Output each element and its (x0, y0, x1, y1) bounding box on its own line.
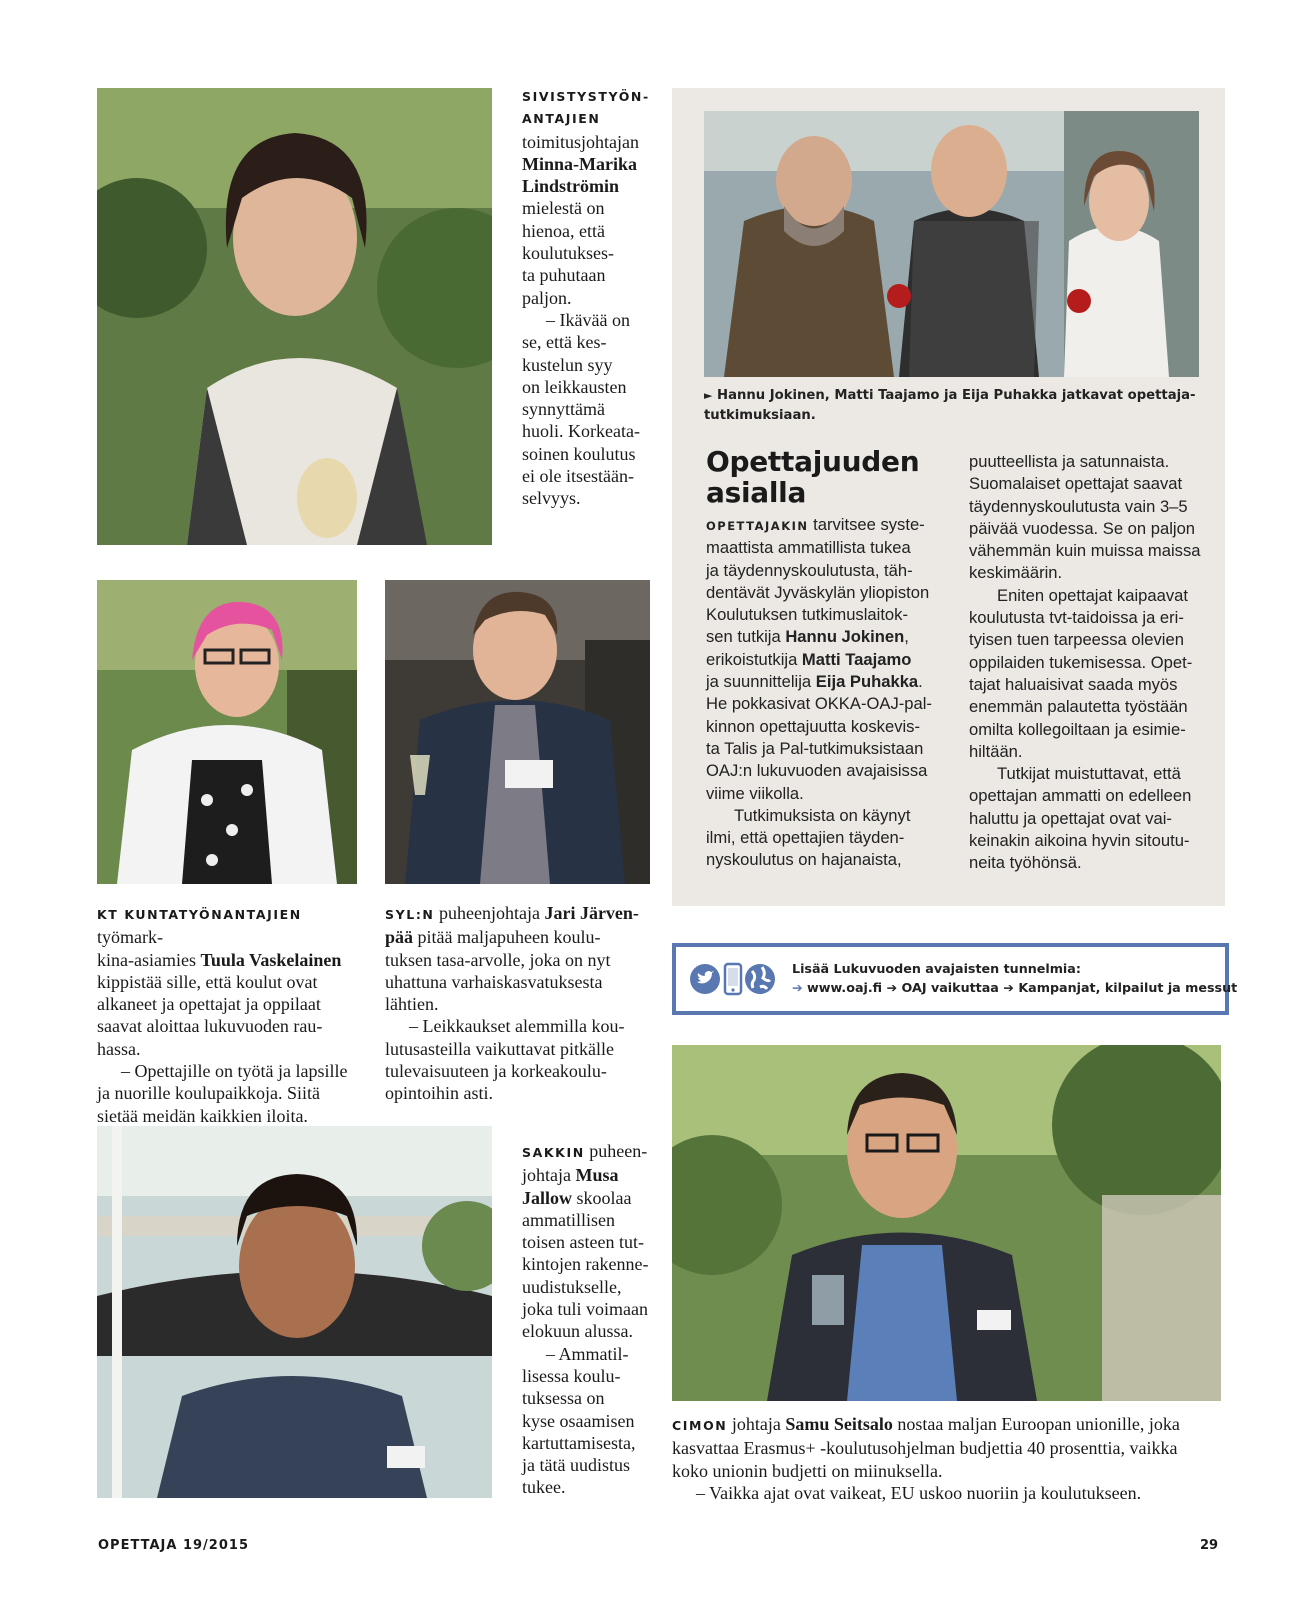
quote-line: ja tätä uudistus (522, 1455, 630, 1476)
arrow-right-icon: ➔ (886, 980, 898, 995)
photo-lindstrom (97, 88, 492, 545)
vaskelainen-kicker: KT KUNTATYÖNANTAJIEN (97, 907, 302, 922)
quote-line: opintoihin asti. (385, 1083, 493, 1104)
jallow-kicker: SAKKIN (522, 1145, 585, 1160)
article-line: vähemmän kuin muissa maissa (969, 541, 1201, 561)
article-line: täydennyskoulutusta vain 3–5 (969, 496, 1188, 516)
quote-line: – Vaikka ajat ovat vaikeat, EU uskoo nuoriin ja koulutukseen. (696, 1482, 1142, 1503)
article-line: erikoistutkija (706, 649, 802, 669)
caption-line: nostaa maljan Euroopan unionille, joka (892, 1414, 1180, 1434)
page-number: 29 (1200, 1538, 1219, 1553)
quote-line: ja nuorille koulupaikkoja. Siitä (97, 1083, 320, 1104)
lindstrom-quote-line: kustelun syy (522, 354, 613, 375)
photo-jallow (97, 1126, 492, 1498)
person-name: Hannu Jokinen (785, 627, 905, 647)
caption-line: kasvattaa Erasmus+ -koulutusohjelman budjettia 40 prosenttia, vaikka (672, 1438, 1178, 1459)
article-line: tyisen tuen tarpeessa olevien (969, 630, 1184, 650)
lindstrom-quote-line: – Ikävää on (546, 309, 630, 330)
lindstrom-kicker-1: SIVISTYSTYÖN- (522, 89, 650, 104)
lindstrom-quote-line: soinen koulutus (522, 443, 636, 464)
photo-seitsalo (672, 1045, 1221, 1401)
photo-jarvenpaa (385, 580, 650, 884)
article-line: OAJ:n lukuvuoden avajaisissa (706, 761, 928, 781)
article-line: koulutusta tvt-taidoissa ja eri- (969, 608, 1184, 628)
person-name: Eija Puhakka (815, 672, 919, 692)
caption-line: tuksen tasa-arvolle, joka on nyt (385, 949, 611, 970)
caption-line: hassa. (97, 1038, 141, 1059)
article-line: kinnon opettajuutta koskevis- (706, 716, 921, 736)
link-kampanjat[interactable]: Kampanjat, kilpailut ja messut (1013, 980, 1238, 995)
jarvenpaa-kicker: SYL:N (385, 907, 435, 922)
person-name: Samu Seitsalo (785, 1414, 893, 1434)
social-icons (690, 961, 776, 997)
article-line: tarvitsee syste- (808, 515, 925, 534)
caption-line: ammatillisen (522, 1209, 615, 1230)
arrow-right-icon: ➔ (1003, 980, 1014, 995)
quote-line: – Leikkaukset alemmilla kou- (409, 1016, 625, 1037)
article-line: maattista ammatillista tukea (706, 538, 911, 558)
article-column-1 (706, 514, 951, 872)
caption-line: johtaja (727, 1414, 786, 1434)
quote-line: – Ammatil- (546, 1343, 629, 1364)
article-line: neita työhönsä. (969, 853, 1082, 873)
caption-line: kippistää sille, että koulut ovat (97, 971, 318, 992)
more-info-box[interactable] (672, 943, 1238, 1015)
quote-line: sietää meidän kaikkien iloita. (97, 1105, 308, 1126)
lindstrom-quote-line: se, että kes- (522, 332, 607, 353)
article-line: viime viikolla. (706, 783, 804, 803)
lindstrom-line: mielestä on (522, 198, 605, 219)
group-caption-line: tutkimuksiaan. (704, 408, 816, 423)
article-line: enemmän palautetta työstään (969, 697, 1188, 717)
caption-line: elokuun alussa. (522, 1321, 633, 1342)
article-line: ta Talis ja Pal-tutkimuksistaan (706, 738, 924, 758)
lindstrom-name-2: Lindströmin (522, 176, 620, 197)
caption-line: kina-asiamies (97, 949, 201, 970)
vaskelainen-caption (97, 902, 372, 1127)
headline-line-2: asialla (706, 476, 807, 509)
caption-line: uhattuna varhaiskasvatuksesta (385, 971, 603, 992)
headline-line-1: Opettajuuden (706, 445, 920, 478)
quote-line: – Opettajille on työtä ja lapsille (121, 1061, 348, 1082)
article-line: puutteellista ja satunnaista. (969, 452, 1170, 471)
caption-line: kintojen rakenne- (522, 1254, 649, 1275)
person-name: pää (385, 927, 414, 948)
article-line: päivää vuodessa. Se on paljon (969, 518, 1196, 538)
caption-line: koko unionin budjetti on miinuksella. (672, 1460, 943, 1481)
magazine-issue: OPETTAJA 19/2015 (98, 1538, 249, 1553)
group-caption-line: Hannu Jokinen, Matti Taajamo ja Eija Puhakka jatkavat opettaja- (712, 388, 1196, 403)
lindstrom-quote-line: huoli. Korkeata- (522, 421, 640, 442)
article-line: sen tutkija (706, 627, 786, 647)
mobile-icon (725, 964, 741, 994)
lindstrom-line: paljon. (522, 287, 572, 308)
globe-icon (745, 964, 775, 994)
article-line: He pokkasivat OKKA-OAJ-pal- (706, 694, 932, 714)
quote-line: tukee. (522, 1477, 566, 1498)
person-name: Matti Taajamo (801, 649, 912, 669)
article-line: Eniten opettajat kaipaavat (997, 585, 1188, 605)
article-line: ja suunnittelija (706, 672, 816, 692)
article-line: keskimäärin. (969, 563, 1063, 583)
quote-line: lutusasteilla vaikuttavat pitkälle (385, 1038, 614, 1059)
article-line: Tutkimuksista on käynyt (734, 805, 911, 825)
lindstrom-line: toimitusjohtajan (522, 131, 639, 152)
caption-line: lähtien. (385, 994, 439, 1015)
lindstrom-line: ta puhutaan (522, 265, 606, 286)
article-headline (706, 446, 946, 508)
article-line: ja täydennyskoulutusta, täh- (706, 560, 913, 580)
caption-line: toisen asteen tut- (522, 1232, 644, 1253)
article-line: tajat haluaisivat saada myös (969, 674, 1178, 694)
article-line: Koulutuksen tutkimuslaitok- (706, 605, 908, 625)
caption-line: skoolaa (572, 1187, 632, 1208)
article-line: ilmi, että opettajien täyden- (706, 828, 905, 848)
article-line: hiltään. (969, 741, 1023, 761)
seitsalo-kicker: CIMON (672, 1418, 728, 1433)
article-column-2 (969, 451, 1214, 875)
group-photo-caption (704, 386, 1204, 426)
person-name: Jallow (522, 1187, 573, 1208)
lindstrom-line: hienoa, että (522, 220, 605, 241)
caption-line: pitää maljapuheen koulu- (413, 927, 601, 948)
lindstrom-caption (522, 86, 657, 510)
person-name: Tuula Vaskelainen (200, 949, 342, 970)
article-line: oppilaiden tukemisessa. Opet- (969, 652, 1193, 672)
article-line: dentävät Jyväskylän yliopiston (706, 582, 930, 602)
more-info-text (792, 959, 1237, 997)
caption-line: alkaneet ja opettajat ja oppilaat (97, 994, 321, 1015)
arrow-right-icon: ➔ (792, 980, 803, 995)
caption-line: uudistukselle, (522, 1276, 622, 1297)
link-oaj-vaikuttaa[interactable]: OAJ vaikuttaa (897, 980, 1004, 995)
article-line: Tutkijat muistuttavat, että (997, 764, 1181, 784)
lindstrom-quote-line: synnyttämä (522, 399, 605, 420)
article-line: keinakin aikoina hyvin sitoutu- (969, 831, 1190, 851)
jarvenpaa-caption (385, 902, 655, 1105)
seitsalo-caption (672, 1413, 1232, 1504)
lindstrom-line: koulutukses- (522, 243, 614, 264)
caption-line: johtaja (522, 1165, 576, 1186)
article-line: omilta kollegoiltaan ja esimie- (969, 719, 1186, 739)
quote-line: tuksessa on (522, 1388, 605, 1409)
article-line: . (918, 672, 923, 692)
article-line: , (904, 627, 909, 647)
lindstrom-quote-line: on leikkausten (522, 376, 627, 397)
lindstrom-name-1: Minna-Marika (522, 153, 637, 174)
article-line: Suomalaiset opettajat saavat (969, 474, 1183, 494)
caption-line: puheenjohtaja (434, 903, 545, 923)
quote-line: lisessa koulu- (522, 1365, 621, 1386)
lindstrom-quote-line: selvyys. (522, 488, 581, 509)
quote-line: kartuttamisesta, (522, 1432, 636, 1453)
twitter-icon (690, 964, 720, 994)
quote-line: tulevaisuuteen ja korkeakoulu- (385, 1061, 607, 1082)
person-name: Musa (575, 1165, 619, 1186)
more-info-title: Lisää Lukuvuoden avajaisten tunnelmia: (792, 961, 1081, 976)
quote-line: kyse osaamisen (522, 1410, 635, 1431)
caption-line: saavat aloittaa lukuvuoden rau- (97, 1016, 323, 1037)
lindstrom-quote-line: ei ole itsestään- (522, 466, 634, 487)
caption-line: puheen- (584, 1141, 648, 1161)
caption-line: joka tuli voimaan (522, 1299, 648, 1320)
caption-line: työmark- (97, 927, 163, 948)
article-line: nyskoulutus on hajanaista, (706, 850, 902, 870)
article-line: opettajan ammatti on edelleen (969, 786, 1192, 806)
jallow-caption (522, 1140, 657, 1499)
photo-group (704, 111, 1199, 377)
lindstrom-kicker-2: ANTAJIEN (522, 111, 601, 127)
article-line: haluttu ja opettajat ovat vai- (969, 808, 1172, 828)
triangle-icon: ► (704, 389, 713, 402)
link-oaj-fi[interactable]: www.oaj.fi (802, 980, 887, 995)
article-kicker: OPETTAJAKIN (706, 519, 809, 533)
person-name: Jari Järven- (544, 903, 639, 923)
photo-vaskelainen (97, 580, 357, 884)
